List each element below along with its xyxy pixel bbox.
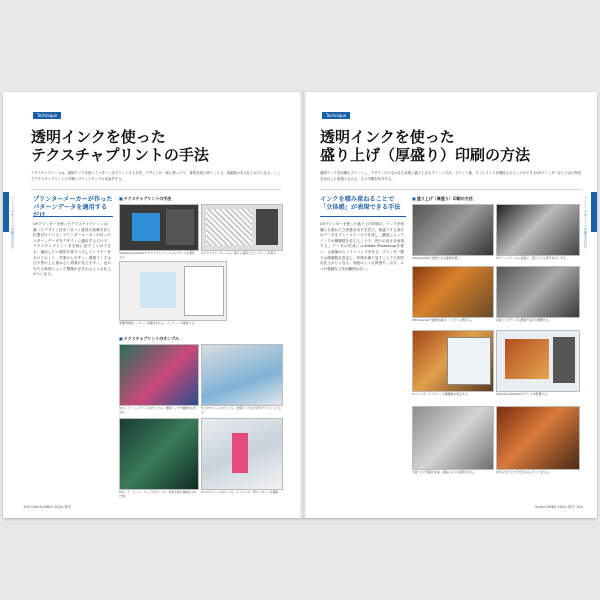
screenshot-pattern-list — [201, 204, 283, 251]
caption-4: ④カード・ハードケースのサンプル。透明インクで模様が浮き出る。 — [119, 406, 197, 414]
left-page — [3, 92, 300, 518]
caption-7: ⑦スマホケースのサンプル。イラストの一部にパターンを適用。 — [201, 490, 282, 494]
step-layers — [412, 266, 494, 318]
caption-1: ①Adobe Illustratorでテクスチャプリントのパターンを選択する。 — [119, 251, 195, 259]
right-page — [306, 92, 597, 518]
side-tab — [591, 192, 597, 232]
page-folio: Grand ARKS 2020 春号 101 — [534, 505, 583, 509]
caption-3: ③Photoshopで画像を重ね、レイヤーを整える。 — [412, 318, 474, 322]
panel — [553, 337, 575, 383]
side-label: コート・デザインとの組み合わせ — [11, 196, 15, 249]
technique-tag: Technique — [33, 112, 61, 119]
caption-6: ⑥カード・ケース・ボードのサンプル。背景全面に模様を入れた例。 — [119, 490, 197, 498]
body-text: UVプリンターを使ったテクスチャプリントは、凝ったデザイン性をパターン素材の装飾手法と位置付けている。プリンターメーカーが作ったパターンデータをデザインに適用するだけで、テクスチャプリントを手軽に試すことができる。適用したい箇所を塗りつぶしてレイヤーを分けておくと、作業がしやすい。透明インクは白や黒の上に重ねると効果が見えやすく、光の当たる角度によって模様が浮き出るような仕上がりになる。 — [33, 222, 111, 277]
artwork — [505, 339, 549, 379]
caption-5: ⑤スマホケースのサンプル。透明インクの光沢がアクセントになる。 — [201, 406, 282, 414]
sample-photo-phonecase — [201, 344, 283, 406]
side-label: コート・デザインとの組み合わせ — [584, 196, 588, 249]
caption-4: ④盛り上げデータの濃淡で高さを調整する。 — [496, 318, 552, 322]
intro-text: テクスチャプリントは、透明インクを使ってパターンをプリントする手法。デザインの一部に使ったり、背景全面に使うことで、高級感のある仕上がりになる。ここでテクスチャプリントの手順とプリントサンプルを紹介する。 — [31, 171, 281, 181]
subheading-rule — [33, 216, 113, 217]
step-grayscale — [496, 204, 580, 256]
sample-photo-board — [119, 418, 199, 490]
preview-area — [140, 272, 176, 308]
title-line-1: 透明インクを使った — [320, 128, 455, 146]
result-photo — [412, 406, 494, 470]
pattern-swatch — [132, 213, 160, 241]
sample-photo-illustration — [201, 418, 283, 490]
title-line-2: 盛り上げ（厚盛り）印刷の方法 — [320, 146, 531, 164]
caption-1: ①Photoshopで素材となる画像を開く。 — [412, 256, 463, 260]
caption-3: ③選択範囲にパターンが適用される。プレビューで確認する。 — [119, 321, 197, 325]
screenshot-illustrator-1 — [119, 204, 199, 251]
subheading-line-2: 「立体感」が表現できる手法 — [320, 204, 401, 211]
step-driver — [412, 330, 494, 392]
subheading-line-1: インクを積み重ねることで — [320, 196, 395, 203]
sample-photo-cards — [119, 344, 199, 406]
title-line-2: テクスチャプリントの手法 — [31, 146, 209, 164]
page-title — [320, 128, 530, 164]
panel — [166, 209, 194, 245]
step-height — [496, 266, 580, 318]
subheading-rule — [320, 216, 406, 217]
divider — [320, 189, 582, 190]
subheading-line-1: プリンターメーカーが作った — [33, 196, 113, 203]
dialog — [447, 337, 491, 385]
caption-5: ⑤プリンタードライバーで積層数を設定する。 — [412, 392, 471, 396]
screenshot-preview — [119, 261, 227, 321]
step-illustrator — [496, 330, 580, 392]
page-folio: 100 Grand ARKS 2020 春号 — [23, 505, 72, 509]
body-text: UVプリンターを使った盛り上げ印刷は、インクを何層にも重ねて立体感を出す手法だ。厚盛りする部分のデータをグレースケールで作成し、濃淡によってインクの積層数を変えることで、凹凸の高さを表現する。データの作成にはAdobe Photoshopを使い、元画像からハイトマップを作る。プリンター側では積層数を設定し、印刷を繰り返すことで立体的な仕上がりとなる。油絵のような質感や、点字、ロゴの強調など応用範囲は広い。 — [320, 222, 404, 271]
page-title — [31, 128, 209, 164]
step-photoshop-open — [412, 204, 494, 256]
magazine-spread — [3, 92, 597, 518]
subheading-line-2: パターンデータを適用する — [33, 204, 108, 211]
caption-2: ②グレースケールに変換し、盛り上げる部分を白くする。 — [496, 256, 569, 260]
caption-6: ⑥Adobe Illustratorでデータを配置する。 — [496, 392, 550, 396]
caption-8: ⑧光の当たり方で凹凸がはっきりと見える。 — [496, 470, 552, 474]
side-tab — [3, 192, 9, 232]
section-heading-sample: ■ テクスチャプリントのサンプル — [119, 336, 179, 342]
divider — [31, 189, 281, 190]
panel — [256, 209, 278, 245]
subheading — [320, 196, 406, 212]
section-heading-method: ■ テクスチャプリントの手法 — [119, 196, 171, 202]
title-line-1: 透明インクを使った — [31, 128, 166, 146]
intro-text: 透明インクを何層もプリントし、デザインそのものを立体的に盛り上げるプリント方法。プリント後、すぐにインクを硬化させることができるUVプリンターならではの特性を活かした表現と言える。その手順を紹介する。 — [320, 171, 582, 181]
result-closeup — [496, 406, 580, 470]
section-heading-method: ■ 盛り上げ（厚盛り）印刷の方法 — [412, 196, 473, 202]
pattern-grid — [206, 209, 252, 245]
technique-tag: Technique — [322, 112, 350, 119]
caption-7: ⑦盛り上げ印刷が完成。油絵のような質感が出る。 — [412, 470, 477, 474]
figure — [232, 433, 248, 473]
dialog — [184, 266, 224, 316]
caption-2: ②テクスチャパターンの一覧から適用したいパターンを選ぶ。 — [201, 251, 279, 255]
